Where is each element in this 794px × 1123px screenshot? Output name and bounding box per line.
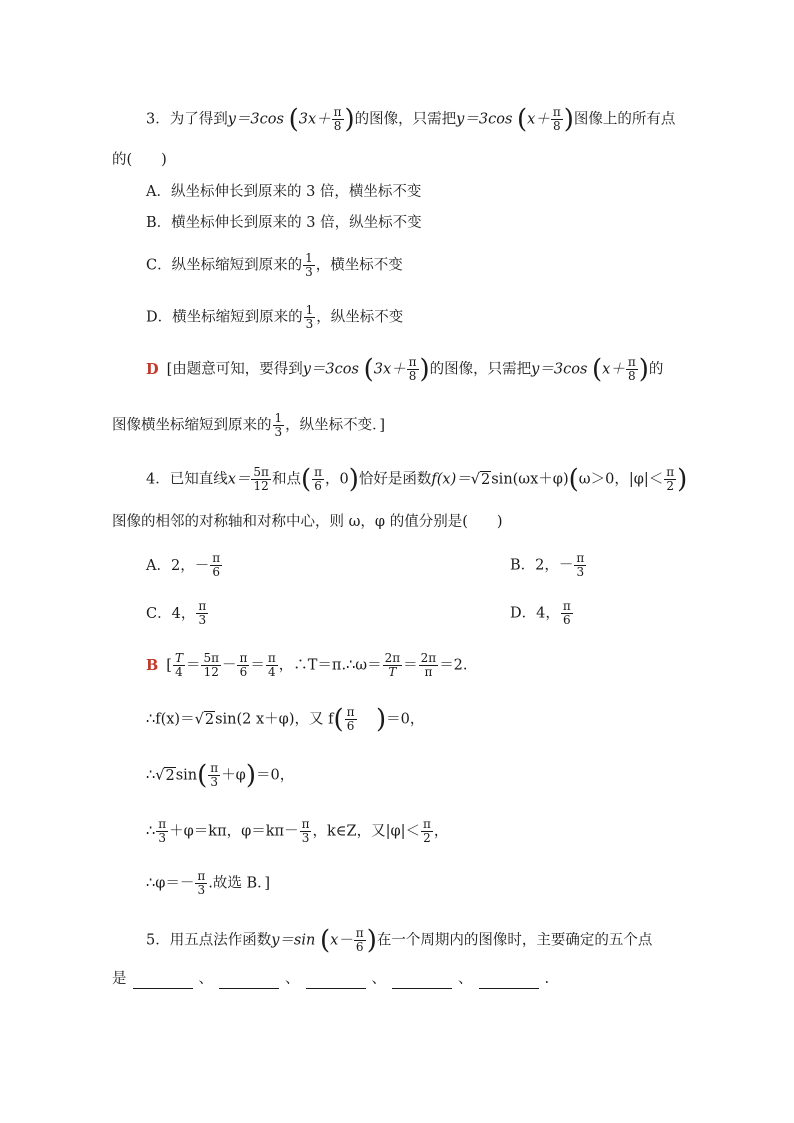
q3-solution-line2: 图像横坐标缩短到原来的 $\frac{1}{3}$ ，纵坐标不变．] (112, 411, 386, 439)
q4-option-c: C．4， $\frac{\pi}{3}$ (146, 599, 207, 627)
q4-options-row1 (146, 552, 682, 579)
q5-stem-line2: 是 、 、 、 、 . (112, 971, 550, 987)
q4-stem-line1: 4．已知直线x＝ $\frac{5\pi}{12}$ 和点( $\frac{\pi}{6}$ ，0)恰好是函数f(x)＝√2sin(ωx＋φ)(ω＞0，|φ|＜ $\frac{\pi}{2}$ ) (146, 464, 688, 495)
q4-option-a: A．2，－ $\frac{\pi}{6}$ (146, 551, 221, 579)
q3-stem-line1: 3．为了得到y＝3cos (3x＋ $\frac{\pi}{8}$ )的图像，只需把y＝3cos (x＋ $\frac{\pi}{8}$ )图像上的所有点 (146, 104, 676, 135)
q5-blank-3[interactable] (306, 974, 366, 989)
q3-stem-line2: 的( ) (112, 152, 167, 168)
q3-answer: D (146, 360, 159, 378)
q5-blank-2[interactable] (219, 974, 279, 989)
q3-sol-frac-one-third: $\frac{1}{3}$ (274, 411, 283, 439)
q4-option-b: B．2，－ $\frac{\pi}{3}$ (510, 551, 585, 579)
q4-option-d: D．4， $\frac{\pi}{6}$ (510, 599, 571, 627)
q5-blank-5[interactable] (479, 974, 539, 989)
q3-frac-pi8-b: $\frac{\pi}{8}$ (552, 105, 561, 133)
q3-option-c: C．纵坐标缩短到原来的 $\frac{1}{3}$ ，横坐标不变 (146, 251, 403, 279)
q4-options-row2 (146, 600, 682, 627)
q3-func1: y＝3cos (227, 111, 284, 128)
q3-frac-pi8-a: $\frac{\pi}{8}$ (333, 105, 342, 133)
q3-func2: y＝3cos (456, 111, 513, 128)
q3-option-b: B．横坐标伸长到原来的 3 倍，纵坐标不变 (146, 215, 422, 231)
q4-solution-line2: ∴f(x)＝√2sin(2 x＋φ)，又 f( $\frac{\pi}{6}$ )＝0， (146, 704, 425, 735)
q4-solution-line5: ∴φ＝－ $\frac{\pi}{3}$ .故选 B．] (146, 869, 271, 897)
q3-func1-inner: 3x＋ (298, 111, 331, 128)
q4-solution-line4: ∴ $\frac{\pi}{3}$ ＋φ＝kπ，φ＝kπ－ $\frac{\pi}{3}$ ，k∈Z，又|φ|＜ $\frac{\pi}{2}$ ， (146, 817, 449, 845)
q3-mid-text: 的图像，只需把 (354, 111, 457, 128)
q3-option-d: D．横坐标缩短到原来的 $\frac{1}{3}$ ，纵坐标不变 (146, 303, 404, 331)
q3-stem-text: 3．为了得到 (146, 111, 228, 128)
q3-func2-inner: x＋ (527, 111, 550, 128)
q3-frac-one-third-c: $\frac{1}{3}$ (305, 251, 313, 279)
q3-option-a: A．纵坐标伸长到原来的 3 倍，横坐标不变 (146, 184, 422, 200)
q3-stem-end: 图像上的所有点 (573, 111, 676, 128)
q4-solution-line1: B [ $\frac{T}{4}$ ＝ $\frac{5\pi}{12}$ － $\frac{\pi}{6}$ ＝ $\frac{\pi}{4}$ ，∴T＝π.∴ω＝ $\frac{2\pi}{T}$ ＝ $\frac{2\pi}{\pi}$ ＝2. (146, 651, 468, 679)
q3-frac-one-third-d: $\frac{1}{3}$ (305, 303, 314, 331)
q3-solution-line1: D [由题意可知，要得到y＝3cos (3x＋ $\frac{\pi}{8}$ )的图像，只需把y＝3cos (x＋ $\frac{\pi}{8}$ )的 (146, 354, 664, 385)
q4-answer: B (146, 656, 159, 674)
q4-stem-line2: 图像的相邻的对称轴和对称中心，则 ω，φ 的值分别是( ) (112, 514, 503, 530)
q5-stem-line1: 5．用五点法作函数y＝sin (x－ $\frac{\pi}{6}$ )在一个周期内的图像时，主要确定的五个点 (146, 925, 653, 956)
q4-frac-5pi-12: $\frac{5\pi}{12}$ (253, 465, 269, 493)
q5-blank-1[interactable] (133, 974, 193, 989)
q5-blank-4[interactable] (392, 974, 452, 989)
q4-solution-line3: ∴√2sin( $\frac{\pi}{3}$ ＋φ)＝0， (146, 760, 295, 791)
